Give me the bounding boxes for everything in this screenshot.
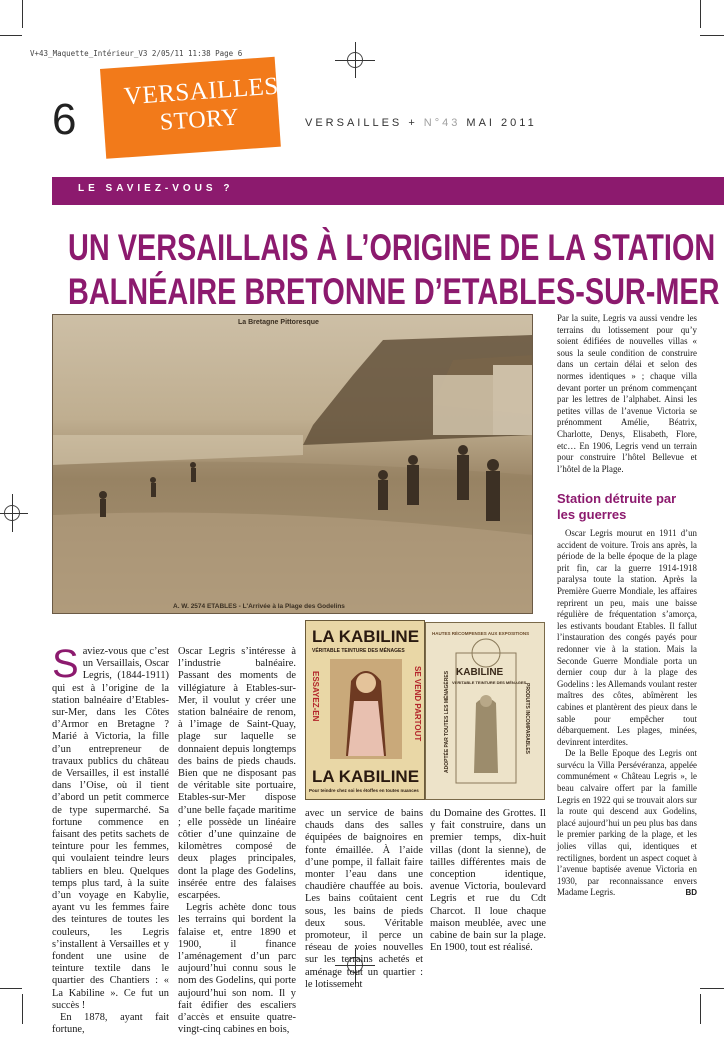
paragraph: Oscar Legris mourut en 1911 d’un accident de voiture. Trois ans après, la période de la belle époque de la plage prit fin, car la guerre 1914-1918 paralysa toute la station. Après la Première Guerre Mondiale, les affaires reprirent un peu, mais une baisse régulière de fréquentation s’amorça, les estivants boudant Etables. Il fallut l’instauration des congés payés pour redonner vie à la station. Mais la Seconde Guerre Mondiale porta un dernier coup dur à la plage des Godelins : les Allemands voulant rester maîtres des côtes, abîmèrent les cabines et plantèrent des pieux dans le sable pour empêcher tout débarquement. Les plages, minées, devinrent interdites. [557, 528, 697, 747]
headline-line-1: UN VERSAILLAIS À L’ORIGINE DE LA STATION [68, 227, 716, 268]
issue-number: N°43 [423, 117, 461, 129]
magazine-logo [100, 57, 281, 159]
ad1-subtitle-top: VÉRITABLE TEINTURE DES MÉNAGES [312, 648, 405, 654]
kabiline-poster-2 [425, 622, 545, 800]
issue-info [305, 117, 537, 129]
ad2-title: KABILINE [456, 667, 504, 678]
paragraph-text: aviez-vous que c’est un Versaillais, Oscar Legris, (1844-1911) qui est à l’origine de la station balnéaire d’Etables-sur-Mer, dans les Côtes d’Armor en Bretagne ? Marié à Victoria, la fille d’un entrepreneur de travaux publics du château de Versailles, il est installé dans l’Oise, où il tient d’abord un petit commerce de type supermarché. Sa fortune commence en faisant des petits sachets de teinture pour les femmes, qui voulaient teindre leurs tabliers en bleu. Quelques temps plus tard, à la suite d’un voyage en Kabylie, ayant vu les femmes faire des teintures de toutes les couleurs, les Legris s’installent à Versailles et y fondent une usine de teinture textile dans le quartier des Chantiers : « La Kabiline ». Ce fut un succès ! [52, 646, 169, 1011]
drop-cap: S [52, 642, 79, 686]
paragraph-text: De la Belle Epoque des Legris ont survécu la Villa Persévéranza, appelée communément « Château Legris », le beau calvaire offert par la famille Legris en 1922 qui se trouvait alors sur la route qui descend aux Godelins, placé aujourd’hui un peu plus bas dans le premier parking de la plage, et les jolies villas qui, identiques et rectilignes, bordent un aspect coquet à l’avenue baptisée avenue Victoria en 1930, par reconnaissance envers Madame Legris. [557, 748, 697, 898]
beach-scene-illustration [53, 315, 533, 614]
paragraph: Oscar Legris s’intéresse à l’industrie balnéaire. Passant des moments de villégiature à Etables-sur-Mer, il voulut y créer une station balnéaire de renom, à l’image de Saint-Quay, plage sur laquelle se donnaient depuis longtemps des bains de pieds chauds. Bien que ne disposant pas de véritable site portuaire, Etables-sur-Mer dispose d’une belle façade maritime ; elle possède un linéaire côtier d’une quinzaine de kilomètres composé de deux plages principales, dont la plage des Godelins, insérée entre des falaises escarpées. [178, 646, 296, 902]
crop-mark [355, 42, 356, 78]
crop-mark [22, 0, 23, 28]
column-5-bottom [557, 528, 697, 899]
ad2-right-text: PRODUITS INCOMPARABLES [524, 683, 530, 755]
crop-mark [700, 988, 724, 989]
photo-caption-top: La Bretagne Pittoresque [238, 319, 319, 326]
article-subheading: Station détruite par les guerres [557, 491, 677, 522]
headline-line-2: BALNÉAIRE BRETONNE D’ETABLES-SUR-MER [68, 271, 720, 312]
paragraph [557, 748, 697, 899]
ad2-subtitle: VÉRITABLE TEINTURE DES MÉNAGES [452, 680, 527, 685]
column-3 [305, 808, 423, 991]
issue-title: VERSAILLES + [305, 117, 424, 129]
figure-medallion-illustration [426, 623, 545, 800]
paragraph: Legris achète donc tous les terrains qui bordent la falaise et, entre 1890 et 1900, il finance l’aménagement d’un parc aujourd’hui connu sous le nom des Godelins, qui porte aujourd’hui son nom. Il y fait édifier des escaliers d’accès et ensuite quatre-vingt-cinq cabines en bois, [178, 902, 296, 1036]
author-signature: BD [685, 888, 697, 898]
page-number: 6 [52, 95, 77, 144]
crop-mark [0, 35, 22, 36]
photo-caption-bottom: A. W. 2574 ETABLES - L'Arrivée à la Plage des Godelins [173, 603, 345, 610]
ad1-subtitle-bottom: Pour teindre chez soi les étoffes en toutes nuances [309, 788, 419, 793]
crop-mark [700, 35, 724, 36]
ad1-title-bottom: LA KABILINE [312, 767, 420, 786]
paragraph: Par la suite, Legris va aussi vendre les terrains du lotissement pour qu’y soient édifiées de nouvelles villas « sous la seule condition de construire dans un certain délai et selon des normes identiques » ; chaque villa devant porter un prénom commençant par les lettres de l’alphabet. Ainsi les petites villas de l’avenue Victoria se prénomment Amélie, Béatrix, Charlotte, Denys, Elisabeth, Flore, etc… En 1906, Legris vend un terrain pour construire l’hôtel Bellevue et l’hôtel de la Plage. [557, 313, 697, 474]
section-title: LE SAVIEZ-VOUS ? [78, 183, 234, 194]
ad2-top-text: HAUTES RÉCOMPENSES AUX EXPOSITIONS [432, 631, 530, 636]
logo-line-2: STORY [159, 104, 241, 136]
kabiline-poster-1 [305, 620, 425, 800]
crop-mark [12, 494, 13, 532]
print-slug: V+43_Maquette_Intérieur_V3 2/05/11 11:38 Page 6 [30, 49, 243, 58]
historic-beach-photo [52, 314, 533, 614]
paragraph: avec un service de bains chauds dans des salles équipées de baignoires en fonte émaillée. À l’aide d’une pompe, il fallait faire monter l’eau dans une chaudière chauffée au bois. Les bains coûtaient cent sous, les bains de pieds deux sous. Véritable promoteur, il perce un réseau de voies nouvelles sur les terrains achetés et aménage tout un quartier : le lotissement [305, 808, 423, 990]
crop-mark [22, 994, 23, 1024]
crop-mark [0, 513, 28, 514]
paragraph: du Domaine des Grottes. Il y fait construire, dans un premier temps, dix-huit villas (dont la sienne), de tailles différentes mais de conception identique, avenue Victoria, boulevard Legris et rue du Cdt Charcot. Il loue chaque maison meublée, avec une cabine de bain sur la plage. En 1900, tout est réalisé. [430, 808, 546, 954]
paragraph: En 1878, ayant fait fortune, [52, 1012, 169, 1036]
issue-date: MAI 2011 [460, 117, 537, 129]
column-2 [178, 646, 296, 1037]
column-4 [430, 808, 546, 954]
column-5-top [557, 313, 697, 475]
crop-mark [700, 994, 701, 1024]
crop-mark [0, 988, 22, 989]
ad1-side-left: ESSAYEZ-EN [311, 671, 320, 722]
ad2-left-text: ADOPTÉE PAR TOUTES LES MÉNAGÈRES [444, 670, 450, 773]
paragraph [52, 642, 169, 1012]
column-1 [52, 642, 169, 1037]
section-band [52, 177, 724, 205]
article-headline [68, 226, 720, 314]
ad1-title-top: LA KABILINE [312, 627, 420, 646]
ad1-side-right: SE VEND PARTOUT [413, 666, 422, 742]
crop-mark [700, 0, 701, 28]
logo-line-1: VERSAILLES [123, 72, 280, 111]
